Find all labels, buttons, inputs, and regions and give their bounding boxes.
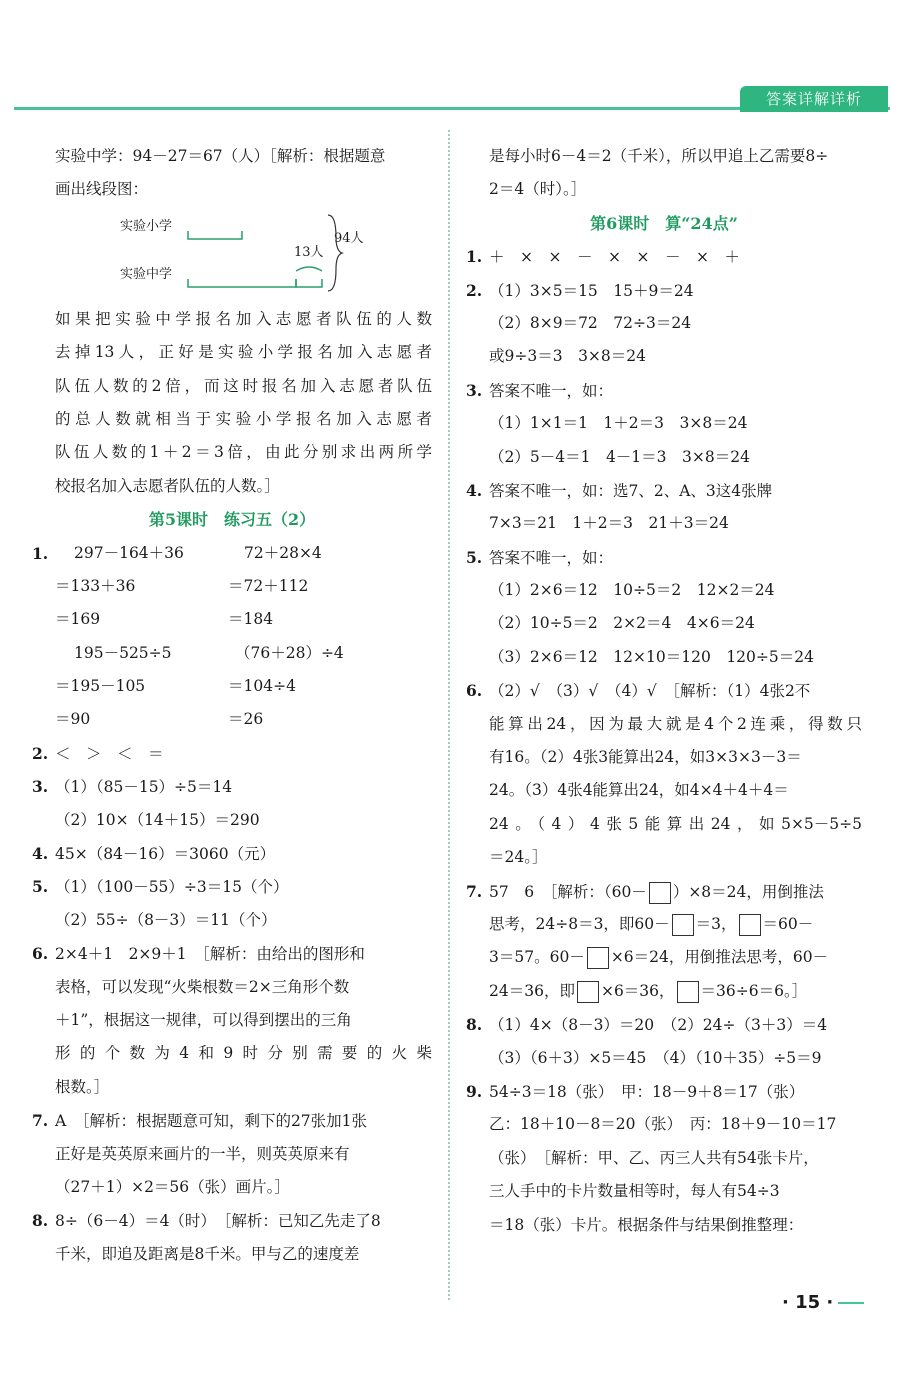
analysis-text: ×6＝36， — [600, 981, 675, 1000]
analysis-line: 如果把实验中学报名加入志愿者队伍的人数 — [55, 309, 432, 328]
analysis-text: ＝3， — [695, 914, 737, 933]
analysis-text: ＝36÷6＝6。］ — [700, 981, 808, 1000]
left-column — [32, 140, 432, 1271]
diagram-segments — [32, 207, 352, 303]
section-title-lesson5: 第5课时 练习五（2） — [148, 510, 316, 530]
analysis-line: 形的个数为4和9时分别需要的火柴 — [55, 1044, 432, 1063]
calc-step: ＝184 — [228, 610, 274, 629]
question-number: 3. — [32, 777, 49, 797]
analysis-text: 24＝36，即 — [489, 981, 575, 1000]
analysis-line: 24。（3）4张4能算出24，如4×4＋4＋4＝ — [489, 781, 789, 800]
blank-box — [577, 981, 599, 1003]
answer-text: 答案不唯一，如：选7、2、A、3这4张牌 — [489, 481, 773, 500]
analysis-line: （27＋1）×2＝56（张）画片。］ — [55, 1177, 290, 1196]
analysis-line: 队伍人数的1＋2＝3倍，由此分别求出两所学 — [55, 443, 432, 462]
calc-step: 72＋28×4 — [244, 543, 322, 562]
question-number: 7. — [32, 1111, 49, 1131]
answer-text: （1）4×（8－3）＝20 （2）24÷（3＋3）＝4 — [489, 1016, 828, 1035]
blank-box — [587, 947, 609, 969]
answer-text: （1）（85－15）÷5＝14 — [55, 778, 233, 797]
answer-text: 答案不唯一，如： — [489, 548, 614, 567]
analysis-text: ＝60－ — [762, 914, 814, 933]
answer-text: （2）5－4＝1 4－1＝3 3×8＝24 — [489, 447, 750, 466]
analysis-text: ）×8＝24，用倒推法 — [672, 882, 824, 901]
answer-line: 实验中学：94－27＝67（人）［解析：根据题意 — [55, 147, 386, 165]
question-number: 6. — [32, 944, 49, 964]
analysis-line: 校报名加入志愿者队伍的人数。］ — [55, 476, 280, 495]
analysis-line: 是每小时6－4＝2（千米），所以甲追上乙需要8÷ — [489, 147, 829, 165]
analysis-line: 去掉13人，正好是实验小学报名加入志愿者 — [55, 343, 432, 362]
answer-text: （2）10÷5＝2 2×2＝4 4×6＝24 — [489, 614, 755, 633]
analysis-line: 2＝4（时）。］ — [489, 180, 587, 199]
blank-box — [677, 981, 699, 1003]
calc-step: ＝26 — [228, 710, 264, 729]
answer-text: （2）8×9＝72 72÷3＝24 — [489, 313, 692, 332]
calc-step: 297－164＋36 — [74, 543, 184, 562]
analysis-text: ×6＝24，用倒推法思考，60－ — [610, 948, 829, 967]
question-number: 5. — [466, 547, 483, 567]
question-number: 1. — [32, 543, 49, 563]
answer-line: 画出线段图： — [55, 180, 149, 199]
calc-step: ＝133＋36 — [55, 576, 136, 595]
calc-step: ＝72＋112 — [228, 576, 309, 595]
analysis-line: 正好是英英原来画片的一半，则英英原来有 — [55, 1144, 350, 1163]
header-tab: 答案详解详析 — [740, 86, 888, 112]
analysis-line: 的总人数就相当于实验小学报名加入志愿者 — [55, 409, 432, 428]
page-number-rule — [838, 1302, 864, 1304]
answer-text: （2）√ （3）√ （4）√ ［解析：（1）4张2不 — [489, 682, 811, 701]
blank-box — [672, 914, 694, 936]
answer-text: A ［解析：根据题意可知，剩下的27张加1张 — [55, 1112, 368, 1131]
diagram-label-middle: 实验中学 — [120, 266, 173, 282]
calc-step: 195－525÷5 — [74, 643, 172, 662]
answer-text: （2）10×（14＋15）＝290 — [55, 810, 260, 829]
question-number: 1. — [466, 247, 483, 267]
analysis-line: （张） ［解析：甲、乙、丙三人共有54张卡片， — [489, 1148, 819, 1167]
analysis-text: 57 6 ［解析：（60－ — [489, 882, 647, 901]
diagram-diff-label: 13人 — [294, 244, 324, 260]
answer-text: ＜ ＞ ＜ ＝ — [55, 744, 164, 763]
section-title-lesson6: 第6课时 算“24点” — [590, 213, 738, 233]
calc-step: ＝90 — [55, 710, 91, 729]
answer-text: （3）（6＋3）×5＝45 （4）（10＋35）÷5＝9 — [489, 1048, 822, 1067]
answer-text: （3）2×6＝12 12×10＝120 120÷5＝24 — [489, 647, 814, 666]
analysis-line: ＋1”，根据这一规律，可以得到摆出的三角 — [55, 1010, 352, 1029]
page-number: · 15 · — [782, 1292, 834, 1313]
answer-text: 8÷（6－4）＝4（时） ［解析：已知乙先走了8 — [55, 1212, 381, 1231]
question-number: 8. — [32, 1211, 49, 1231]
answer-text: （1）3×5＝15 15＋9＝24 — [489, 281, 694, 300]
question-number: 3. — [466, 380, 483, 400]
answer-text: （2）55÷（8－3）＝11（个） — [55, 910, 277, 929]
question-number: 7. — [466, 881, 483, 901]
calc-step: ＝104÷4 — [228, 677, 296, 696]
answer-text: 2×4＋1 2×9＋1 ［解析：由给出的图形和 — [55, 945, 365, 964]
blank-box — [649, 882, 671, 904]
analysis-line: 根数。］ — [55, 1077, 110, 1096]
diagram-total-label: 94人 — [334, 230, 364, 246]
analysis-text: 思考，24÷8＝3，即60－ — [489, 914, 670, 933]
right-column — [466, 140, 862, 1242]
line-segment-diagram — [32, 207, 432, 303]
analysis-line: 有16。（2）4张3能算出24，如3×3×3－3＝ — [489, 748, 802, 767]
analysis-text: 3＝57。60－ — [489, 948, 585, 967]
analysis-line: 队伍人数的2倍，而这时报名加入志愿者队伍 — [55, 376, 432, 395]
answer-text: 45×（84－16）＝3060（元） — [55, 845, 276, 864]
question-number: 5. — [32, 877, 49, 897]
question-number: 2. — [466, 280, 483, 300]
answer-text: （1）（100－55）÷3＝15（个） — [55, 878, 289, 897]
blank-box — [739, 914, 761, 936]
analysis-line: 三人手中的卡片数量相等时，每人有54÷3 — [489, 1182, 780, 1201]
analysis-line: 千米，即追及距离是8千米。甲与乙的速度差 — [55, 1244, 360, 1263]
answer-text: 答案不唯一，如： — [489, 381, 614, 400]
diagram-label-primary: 实验小学 — [120, 218, 173, 234]
analysis-line: ＝18（张）卡片。根据条件与结果倒推整理： — [489, 1215, 804, 1234]
answer-text: （1）1×1＝1 1＋2＝3 3×8＝24 — [489, 414, 748, 433]
analysis-line: 表格，可以发现“火柴根数＝2×三角形个数 — [55, 977, 350, 996]
answer-text: 或9÷3＝3 3×8＝24 — [489, 347, 647, 366]
question-number: 6. — [466, 681, 483, 701]
answer-text: （1）2×6＝12 10÷5＝2 12×2＝24 — [489, 581, 775, 600]
answer-text: 7×3＝21 1＋2＝3 21＋3＝24 — [489, 514, 729, 533]
analysis-line: 能算出24，因为最大就是4个2连乘，得数只 — [489, 714, 862, 733]
calc-step: ＝195－105 — [55, 677, 146, 696]
analysis-line: ＝24。］ — [489, 848, 548, 867]
question-number: 4. — [32, 844, 49, 864]
question-number: 4. — [466, 480, 483, 500]
question-number: 9. — [466, 1081, 483, 1101]
answer-text: 54÷3＝18（张） 甲：18－9＋8＝17（张） — [489, 1082, 805, 1101]
answer-text: ＋ × × － × × － × ＋ — [489, 248, 740, 267]
analysis-line: 24。（4）4张5能算出24，如5×5－5÷5 — [489, 814, 862, 833]
question-number: 2. — [32, 743, 49, 763]
calc-step: （76＋28）÷4 — [235, 643, 344, 662]
calc-step: ＝169 — [55, 610, 101, 629]
column-divider — [448, 130, 450, 1300]
question-number: 8. — [466, 1015, 483, 1035]
answer-text: 乙：18＋10－8＝20（张） 丙：18＋9－10＝17 — [489, 1115, 837, 1134]
